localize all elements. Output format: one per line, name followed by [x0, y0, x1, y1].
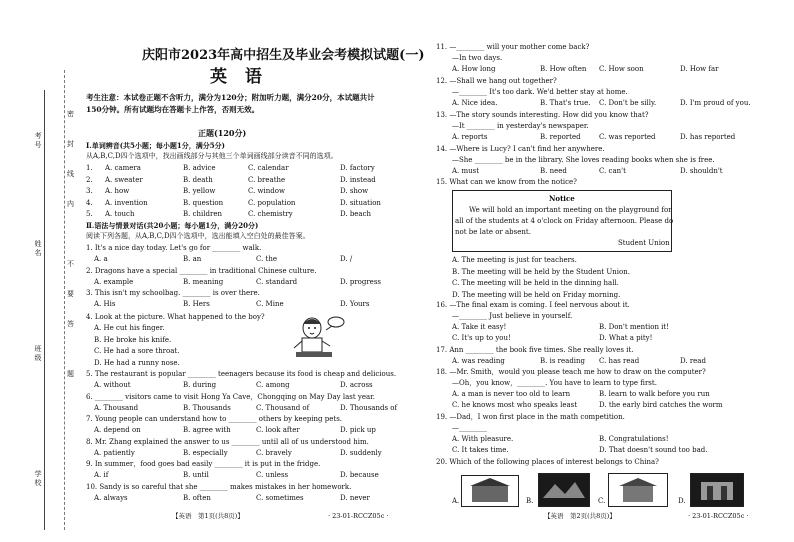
option-b: B. reported — [540, 133, 581, 141]
part2-title: Ⅱ.语法与情景对话(共20小题；每小题1分，满分20分) — [86, 221, 259, 230]
question-reply: —________ Just believe in yourself. — [452, 312, 573, 320]
option-c: C. unless — [256, 471, 289, 479]
question-text: 10. Sandy is so careful that she ________ makes mistakes in her homework. — [86, 482, 352, 491]
option-b: B. How often — [540, 65, 587, 73]
footer-right-page: 【英语 第2页(共8页)】 — [544, 512, 616, 520]
option-c: C. among — [256, 381, 290, 389]
option-d: D. / — [340, 255, 353, 263]
question-text: 9. In summer，food goes bad easily ________ it is put in the fridge. — [86, 460, 321, 468]
option-b: B. Thousands — [183, 403, 231, 412]
option-c: C. It's up to you! — [452, 334, 511, 342]
part2-instruction: 阅读下列各题，从A,B,C,D四个选项中，选出能填入空白处的最佳答案。 — [86, 232, 310, 240]
option-d: D. I'm proud of you. — [680, 99, 751, 107]
q4-option: D. He had a runny nose. — [94, 358, 180, 367]
q15-option: D. The meeting will be held on Friday morning. — [452, 290, 621, 299]
subject-title: 英 语 — [210, 67, 268, 87]
option-b: B. agree with — [183, 426, 231, 434]
question-text: 1. It's a nice day today. Let's go for ________ walk. — [86, 244, 262, 252]
option-a: A. without — [94, 381, 131, 389]
q15-option: C. The meeting will be held in the dinning hall. — [452, 279, 619, 287]
option-b: B. until — [183, 471, 209, 479]
exam-notice-line2: 150分钟。所有试题均在答题卡上作答，否则无效。 — [86, 105, 260, 114]
question-text: 2. Dragons have a special ________ in traditional Chinese culture. — [86, 266, 317, 275]
part1-option-a: A. sweater — [105, 175, 143, 184]
option-c: C. Don't be silly. — [599, 99, 657, 107]
seal-char: 封 — [67, 140, 74, 148]
option-d: D. Thousands of — [340, 403, 398, 412]
seal-dashed-line — [64, 70, 65, 530]
part1-option-a: A. camera — [105, 164, 141, 172]
notice-line-2: all of the students at 4 o'clock on Friday afternoon. Please do — [455, 217, 674, 225]
q4-option: B. He broke his knife. — [94, 335, 172, 344]
part1-option-d: D. beach — [340, 210, 372, 218]
part1-option-d: D. show — [340, 187, 369, 195]
question-reply: —________ — [452, 424, 487, 432]
question-reply: —Oh，you know，________. You have to learn to type first. — [452, 379, 657, 387]
question-text: 7. Young people can understand how to ________ others by keeping pets. — [86, 415, 343, 423]
option-b: B. That's true. — [540, 99, 591, 107]
part1-option-b: B. advice — [183, 164, 216, 172]
option-c: C. bravely — [256, 448, 292, 457]
option-d: D. across — [340, 381, 373, 389]
question-text: 12. —Shall we hang out together? — [436, 77, 557, 85]
notice-line-1: We will hold an important meeting on the playground for — [469, 206, 672, 214]
option-c: C. standard — [256, 277, 298, 286]
option-c: C. Mine — [256, 300, 284, 308]
option-c: C. he knows most who speaks least — [452, 401, 578, 409]
question-text: 6. ________ visitors came to visit Hong Ya Cave，Chongqing on May Day last year. — [86, 392, 375, 401]
part1-option-d: D. instead — [340, 175, 376, 184]
section-title: 正题(120分) — [198, 128, 247, 138]
question-reply: —It ________ in yesterday's newspaper. — [452, 122, 589, 130]
part1-option-a: A. touch — [105, 210, 135, 218]
option-a: A. depend on — [94, 426, 141, 434]
question-text: 3. This isn't my schoolbag. ________ is over there. — [86, 289, 260, 297]
notice-sign: Student Union — [618, 239, 670, 247]
footer-left-page: 【英语 第1页(共8页)】 — [172, 512, 244, 520]
part1-title: Ⅰ.单词辨音(共5小题；每小题1分，满分5分) — [86, 141, 225, 150]
notice-box — [452, 190, 672, 252]
q4-option: A. He cut his finger. — [94, 324, 165, 332]
option-c: C. look after — [256, 426, 300, 434]
option-a: A. was reading — [452, 357, 505, 365]
question-text: 17. Ann ________ the book five times. She really loves it. — [436, 346, 634, 354]
option-d: D. That doesn't sound too bad. — [599, 446, 708, 454]
q20-image-c — [608, 473, 668, 507]
option-a: A. With pleasure. — [452, 435, 514, 443]
seal-char: 答 — [67, 320, 74, 328]
option-b: B. need — [540, 167, 567, 175]
option-a: A. example — [94, 277, 134, 286]
question-text: 15. What can we know from the notice? — [436, 178, 577, 186]
seal-char: 密 — [67, 110, 74, 118]
option-a: A. Take it easy! — [452, 323, 507, 331]
part1-item-number: 1. — [86, 164, 93, 172]
part1-option-c: C. window — [248, 187, 285, 195]
notice-line-3: not be late or absent. — [455, 228, 531, 236]
option-b: B. Congratulations! — [599, 435, 669, 443]
part1-option-b: B. death — [183, 175, 213, 184]
option-a: A. patiently — [94, 448, 135, 457]
question-text: 11. —________ will your mother come back? — [436, 43, 590, 51]
q15-option: B. The meeting will be held by the Student Union. — [452, 267, 630, 276]
q20-image-a — [461, 475, 519, 507]
footer-left-code: · 23-01-RCCZ05c · — [328, 512, 389, 520]
option-c: C. Thousand of — [256, 403, 310, 412]
option-a: A. How long — [452, 65, 496, 73]
seal-char: 题 — [67, 370, 74, 378]
exam-number-label: 考号 — [34, 132, 42, 150]
q20-label-a: A. — [452, 497, 460, 505]
question-text: 5. The restaurant is popular ________ teenagers because its food is cheap and delicious. — [86, 370, 397, 378]
option-d: D. shouldn't — [680, 167, 723, 175]
footer-right-code: · 23-01-RCCZ05c · — [688, 512, 749, 520]
notice-title: Notice — [549, 194, 575, 203]
q20-image-b — [538, 473, 590, 507]
binding-line — [44, 90, 45, 530]
option-d: D. suddenly — [340, 448, 382, 457]
boy-illustration — [290, 314, 352, 360]
option-a: A. reports — [452, 133, 488, 141]
option-d: D. has reported — [680, 133, 736, 141]
question-text: 8. Mr. Zhang explained the answer to us ________ until all of us understood him. — [86, 437, 369, 446]
option-b: B. Hers — [183, 300, 210, 308]
q4-option: C. He had a sore throat. — [94, 347, 180, 355]
option-a: A. His — [94, 300, 116, 308]
question-text: 16. —The final exam is coming. I feel nervous about it. — [436, 301, 630, 309]
name-label: 姓名 — [34, 240, 42, 258]
option-d: D. What a pity! — [599, 334, 653, 342]
part1-item-number: 5. — [86, 210, 93, 218]
option-d: D. because — [340, 471, 379, 479]
part1-option-a: A. invention — [105, 198, 148, 207]
option-b: B. is reading — [540, 357, 586, 365]
part1-option-d: D. situation — [340, 198, 381, 207]
option-c: C. was reported — [599, 133, 656, 141]
option-d: D. the early bird catches the worm — [599, 401, 723, 409]
option-c: C. can't — [599, 167, 626, 175]
option-d: D. Yours — [340, 300, 370, 308]
question-text: 4. Look at the picture. What happened to the boy? — [86, 313, 265, 321]
seal-char: 线 — [67, 170, 74, 178]
q20-label-d: D. — [678, 497, 686, 505]
seal-char: 要 — [67, 290, 74, 298]
question-text: 18. —Mr. Smith，would you please teach me how to draw on the computer? — [436, 368, 706, 376]
option-d: D. never — [340, 493, 370, 502]
option-b: B. during — [183, 381, 217, 389]
q20-label-c: C. — [598, 497, 606, 505]
part1-option-b: B. children — [183, 210, 222, 218]
q15-option: A. The meeting is just for teachers. — [452, 256, 577, 264]
question-text: 14. —Where is Lucy? I can't find her anywhere. — [436, 145, 605, 153]
class-label: 班级 — [34, 345, 42, 363]
seal-char: 内 — [67, 200, 74, 208]
option-b: B. meaning — [183, 277, 224, 286]
exam-title: 庆阳市2023年高中招生及毕业会考模拟试题(一) — [142, 48, 425, 63]
option-d: D. progress — [340, 277, 382, 286]
part1-option-d: D. factory — [340, 164, 375, 172]
part1-option-b: B. yellow — [183, 187, 216, 195]
option-a: A. a man is never too old to learn — [452, 390, 571, 398]
option-a: A. always — [94, 493, 128, 502]
part1-item-number: 3. — [86, 187, 93, 195]
part1-option-c: C. population — [248, 198, 296, 207]
option-c: C. sometimes — [256, 493, 304, 502]
q20-image-d — [690, 473, 744, 507]
option-b: B. an — [183, 255, 202, 263]
part1-option-a: A. how — [105, 187, 130, 195]
option-b: B. often — [183, 493, 211, 502]
question-text: 20. Which of the following places of interest belongs to China? — [436, 458, 659, 466]
option-a: A. if — [94, 471, 109, 479]
option-a: A. Thousand — [94, 403, 139, 412]
option-b: B. learn to walk before you run — [599, 390, 710, 398]
option-c: C. the — [256, 255, 278, 263]
option-a: A. a — [94, 255, 108, 263]
option-b: B. especially — [183, 448, 228, 457]
option-d: D. How far — [680, 65, 719, 73]
option-a: A. must — [452, 167, 480, 175]
option-c: C. How soon — [599, 65, 644, 73]
part1-option-c: C. chemistry — [248, 210, 293, 218]
option-b: B. Don't mention it! — [599, 323, 670, 331]
question-reply: —In two days. — [452, 54, 503, 62]
seal-char: 不 — [67, 260, 74, 268]
question-text: 19. —Dad，I won first place in the math competition. — [436, 413, 625, 421]
option-a: A. Nice idea. — [452, 99, 498, 107]
q20-label-b: B. — [526, 497, 534, 505]
option-d: D. read — [680, 357, 706, 365]
option-c: C. It takes time. — [452, 446, 509, 454]
part1-item-number: 4. — [86, 198, 93, 207]
part1-item-number: 2. — [86, 175, 93, 184]
question-reply: —She ________ be in the library. She loves reading books when she is free. — [452, 156, 715, 164]
part1-option-b: B. question — [183, 198, 224, 207]
school-label: 学校 — [34, 470, 42, 488]
part1-option-c: C. calendar — [248, 164, 289, 172]
question-reply: —________ It's too dark. We'd better stay at home. — [452, 88, 628, 96]
part1-instruction: 从A,B,C,D四个选项中，找出画线部分与其他三个单词画线部分读音不同的选项。 — [86, 152, 338, 160]
option-d: D. pick up — [340, 426, 376, 434]
question-text: 13. —The story sounds interesting. How did you know that? — [436, 111, 649, 119]
exam-notice-line1: 考生注意：本试卷正题不含听力，满分为120分；附加听力题，满分20分，本试题共计 — [86, 93, 375, 102]
option-c: C. has read — [599, 357, 640, 365]
part1-option-c: C. breathe — [248, 175, 286, 184]
